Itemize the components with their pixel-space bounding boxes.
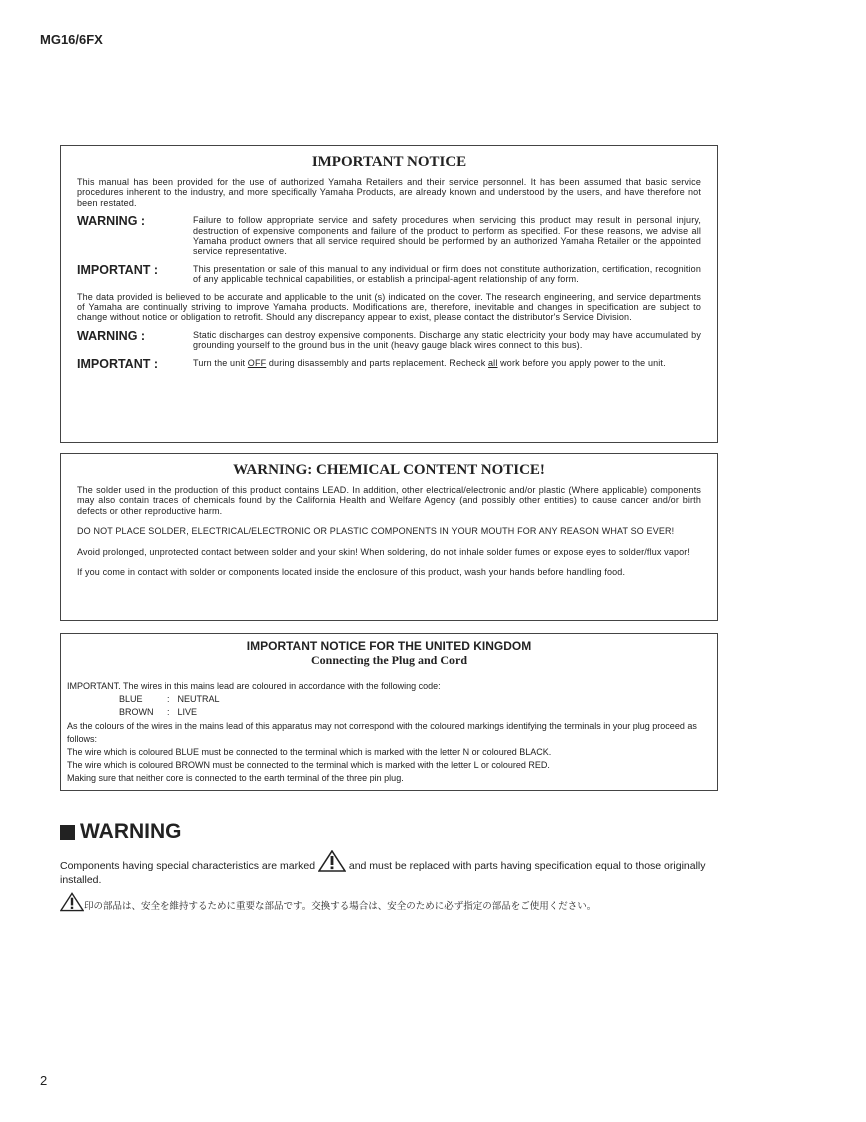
notice-item	[77, 358, 701, 371]
uk-line: As the colours of the wires in the mains lead of this apparatus may not correspond with the coloured markings identifying the terminals in your plug proceed as follows:	[67, 720, 697, 744]
chemical-paragraph: Avoid prolonged, unprotected contact between solder and your skin! When soldering, do not inhale solder fumes or expose eyes to solder/flux vapor!	[77, 546, 691, 557]
notice-item	[77, 215, 701, 257]
notice-text	[193, 358, 701, 371]
japanese-warning-text: 印の部品は、安全を維持するために重要な部品です。交換する場合は、安全のために必ず指定の部品をご使用ください。	[84, 901, 597, 912]
uk-notice-subtitle: Connecting the Plug and Cord	[310, 653, 468, 667]
uk-line: The wire which is coloured BLUE must be connected to the terminal which is marked with the letter N or coloured BLACK.	[67, 747, 552, 758]
japanese-warning	[60, 892, 596, 912]
data-note-text: The data provided is believed to be accurate and applicable to the unit (s) indicated on the cover. The research engineering, and service departments of Yamaha are continually striving to improve Yamaha products. Modifications are, therefore, inevitable and changes in specification are subject to change without notice or obligation to retrofit. Should any discrepancy appear to exist, please contact the distributor's Service Division.	[77, 291, 701, 323]
notice-text: Static discharges can destroy expensive components. Discharge any static electricity your body may have accumulated by grounding yourself to the ground bus in the unit (heavy gauge black wires connect to this bus).	[193, 329, 701, 351]
separator: :	[167, 707, 170, 718]
separator: :	[167, 694, 170, 705]
warning-triangle-icon	[60, 892, 84, 912]
chemical-paragraph: If you come in contact with solder or components located inside the enclosure of this product, wash your hands before handling food.	[77, 567, 626, 578]
warning-triangle-icon	[318, 850, 346, 872]
document-header: MG16/6FX	[40, 32, 103, 47]
uk-notice-box	[60, 633, 718, 791]
uk-line: The wire which is coloured BROWN must be connected to the terminal which is marked with the letter L or coloured RED.	[67, 760, 550, 771]
text-part: Turn the unit	[193, 357, 248, 368]
wire-meaning: NEUTRAL	[177, 694, 220, 705]
wire-code-row	[67, 693, 711, 706]
off-underlined: OFF	[247, 357, 267, 368]
notice-label: WARNING :	[77, 328, 146, 343]
warning-text-part: and must be replaced with parts having specification equal to those originally installed.	[60, 860, 706, 886]
chemical-paragraph: DO NOT PLACE SOLDER, ELECTRICAL/ELECTRONIC OR PLASTIC COMPONENTS IN YOUR MOUTH FOR ANY REASON WHAT SO EVER!	[77, 526, 675, 537]
text-part: work before you apply power to the unit.	[497, 357, 666, 368]
notice-label: IMPORTANT :	[77, 262, 159, 277]
uk-notice-title: IMPORTANT NOTICE FOR THE UNITED KINGDOM	[246, 639, 532, 653]
all-underlined: all	[488, 357, 498, 368]
warning-heading-text: WARNING	[80, 820, 182, 843]
wire-colour: BROWN	[119, 707, 154, 718]
notice-text: Failure to follow appropriate service and safety procedures when servicing this product may result in personal injury, destruction of expensive components and failure of the product to perform as specified. For these reasons, we advise all Yamaha product owners that all service required should be performed by an authorized Yamaha Retailer or the appointed service representative.	[193, 215, 701, 257]
important-notice-box	[60, 145, 718, 443]
warning-heading	[60, 820, 182, 844]
chemical-paragraph: The solder used in the production of this product contains LEAD. In addition, other electrical/electronic and/or plastic (Where applicable) components may also contain traces of chemicals found by the California Health and Welfare Agency (and possibly other entities) to cause cancer and/or birth defects or other reproductive harm.	[77, 485, 701, 516]
warning-text	[60, 850, 725, 887]
notice-label: WARNING :	[77, 214, 146, 229]
intro-text: This manual has been provided for the use of authorized Yamaha Retailers and their service personnel. It has been assumed that basic service procedures inherent to the industry, and more specifically Yamaha Products, are already known and understood by the users, and have therefore not been restated.	[77, 177, 701, 208]
page-number: 2	[40, 1073, 48, 1088]
notice-item	[77, 264, 701, 285]
uk-intro: IMPORTANT. The wires in this mains lead are coloured in accordance with the following code:	[67, 681, 441, 691]
notice-text: This presentation or sale of this manual to any individual or firm does not constitute authorization, certification, recognition of any applicable technical capabilities, or establish a principal-agent relationship of any form.	[193, 263, 701, 285]
wire-meaning: LIVE	[177, 707, 198, 718]
notice-item	[77, 330, 701, 351]
uk-line: Making sure that neither core is connected to the earth terminal of the three pin plug.	[67, 773, 404, 784]
chemical-notice-box	[60, 453, 718, 621]
wire-code-row	[67, 706, 711, 719]
square-bullet-icon	[60, 825, 75, 840]
chemical-notice-title: WARNING: CHEMICAL CONTENT NOTICE!	[233, 462, 545, 478]
notice-label: IMPORTANT :	[77, 356, 159, 371]
important-notice-title: IMPORTANT NOTICE	[311, 154, 467, 170]
warning-text-part: Components having special characteristics are marked	[60, 860, 318, 872]
text-part: during disassembly and parts replacement. Recheck	[266, 357, 489, 368]
wire-colour: BLUE	[119, 694, 143, 705]
